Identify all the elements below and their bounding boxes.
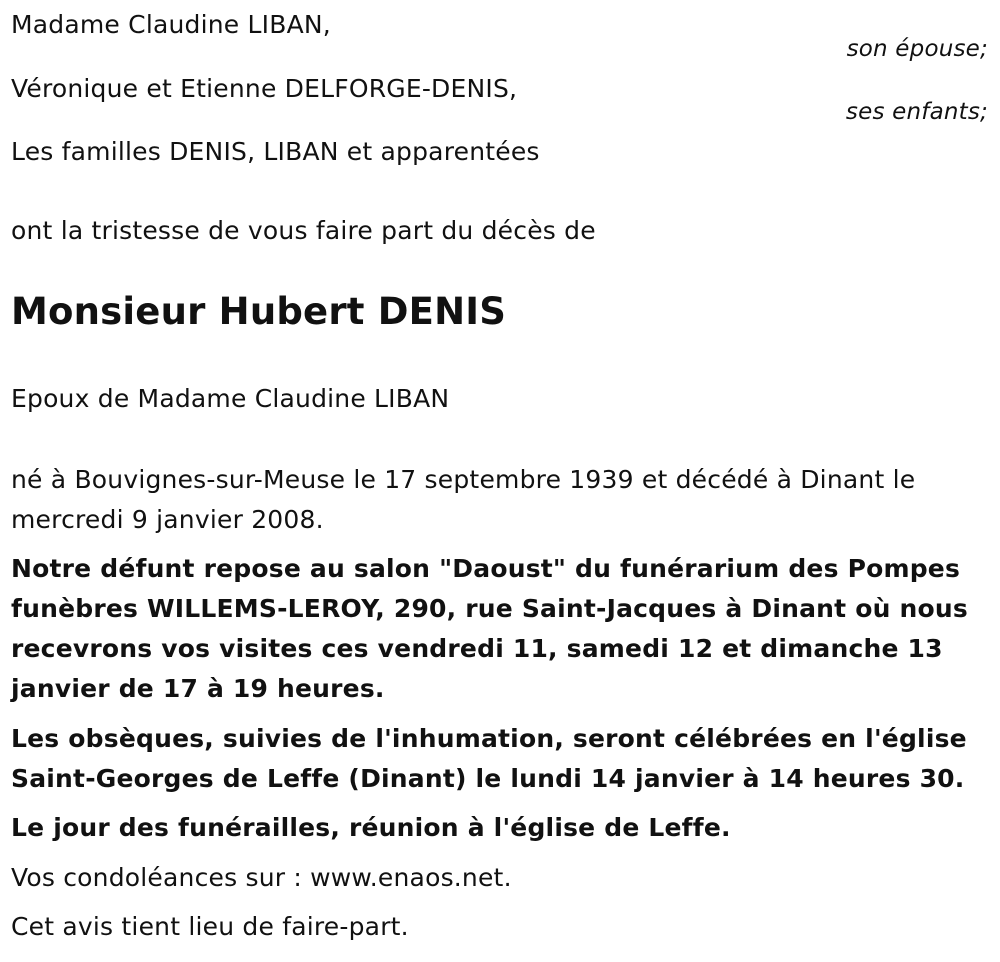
funeral-text: Les obsèques, suivies de l'inhumation, seront célébrées en l'église Saint-Georges de Leffe (Dinant) le lundi 14 janvier à 14 heures 30.: [11, 724, 967, 793]
announcement-text: ont la tristesse de vous faire part du décès de: [11, 216, 596, 245]
spouse-role: son épouse;: [846, 36, 988, 62]
spouse-of-text: Epoux de Madame Claudine LIBAN: [11, 384, 450, 413]
spouse-name: Madame Claudine LIBAN,: [11, 10, 331, 39]
condolences-text: Vos condoléances sur : www.enaos.net.: [11, 863, 512, 892]
children-role: ses enfants;: [845, 99, 988, 125]
children-names: Véronique et Etienne DELFORGE-DENIS,: [11, 74, 518, 103]
meeting-text: Le jour des funérailles, réunion à l'église de Leffe.: [11, 813, 731, 842]
notice-text: Cet avis tient lieu de faire-part.: [11, 912, 409, 941]
families-line: Les familles DENIS, LIBAN et apparentées: [11, 137, 540, 166]
birth-death-text: né à Bouvignes-sur-Meuse le 17 septembre 1939 et décédé à Dinant le mercredi 9 janvier 2008.: [11, 465, 916, 534]
deceased-name: Monsieur Hubert DENIS: [11, 290, 507, 333]
visitation-text: Notre défunt repose au salon "Daoust" du funérarium des Pompes funèbres WILLEMS-LEROY, 290, rue Saint-Jacques à Dinant où nous recevrons vos visites ces vendredi 11, samedi 12 et dimanche 13 janvier de 17 à 19 heures.: [11, 554, 968, 703]
